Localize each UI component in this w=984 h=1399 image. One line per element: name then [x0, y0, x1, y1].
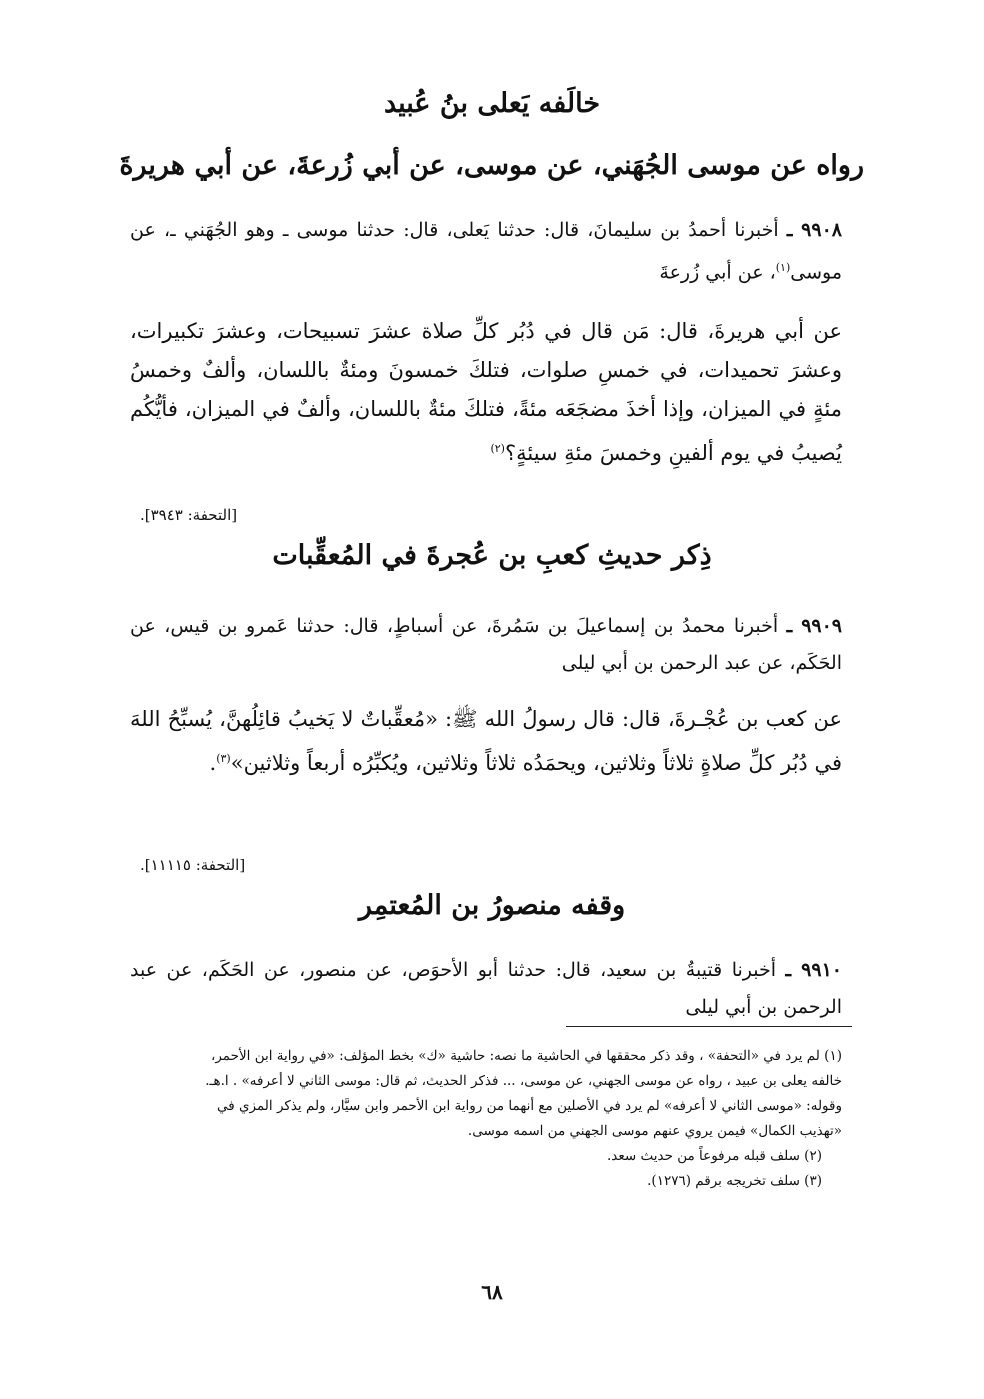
footnote-mark: (١): [775, 261, 791, 274]
section-heading-4: وقفه منصورُ بن المُعتمِر: [358, 890, 626, 921]
isnad-text-end: ، عن أبي زُرعةَ: [659, 261, 776, 284]
isnad-text: أخبرنا قتيبةُ بن سعيد، قال: حدثنا أبو الأحوَص، عن منصور، عن الحَكَم، عن عبد الرحمن بن أبي ليلى: [130, 959, 842, 1018]
tuhfa-reference: [التحفة: ٣٩٤٣].: [140, 506, 238, 524]
footnote-3: (٣) سلف تخريجه برقم (١٢٧٦).: [647, 1173, 822, 1189]
isnad-text: أخبرنا أحمدُ بن سليمانَ، قال: حدثنا يَعلى، قال: حدثنا موسى ـ وهو الجُهَني ـ، عن موسى: [130, 219, 842, 284]
matn-text: عن أبي هريرةَ، قال: مَن قال في دُبُر كلِّ صلاة عشرَ تسبيحات، وعشرَ تكبيرات، وعشرَ تحميدات، في خمسِ صلوات، فتلكَ خمسونَ ومئةٌ باللسان، وألفٌ وخمسُ مئةٍ في الميزان، وإذا أخذَ مضجَعَه مئةً، فتلكَ مئةٌ باللسان، وألفٌ في الميزان، فأيُّكُم يُصيبُ في يوم ألفينِ وخمسَ مئةِ سيئةٍ؟: [130, 319, 842, 465]
hadith-9908-matn: [130, 312, 842, 473]
footnotes: [126, 1044, 842, 1194]
footnote-1-line-2: خالفه يعلى بن عبيد ، رواه عن موسى الجهني، عن موسى، ... فذكر الحديث، ثم قال: موسى الثاني لا أعرفه» . ا.هـ.: [205, 1073, 842, 1089]
hadith-9909-matn: عن كعب بن عُجْـرةَ، قال: قال رسولُ الله ﷺ: «مُعقِّباتٌ لا يَخيبُ قائِلُهنَّ، يُسبِّحُ اللهَ في دُبُر كلِّ صلاةٍ ثلاثاً وثلاثين، ويحمَدُه ثلاثاً وثلاثين، ويُكبِّرُه أربعاً وثلاثين»$^{(٣)}$.: [130, 707, 842, 775]
matn-text: عن كعب بن عُجْـرةَ، قال: قال رسولُ الله ﷺ: «مُعقِّباتٌ لا يَخيبُ قائِلُهنَّ، يُسبِّحُ اللهَ في دُبُر كلِّ صلاةٍ ثلاثاً وثلاثين، ويحمَدُه ثلاثاً وثلاثين، ويُكبِّرُه أربعاً وثلاثين»: [130, 707, 842, 775]
footnote-mark: (٣): [216, 752, 231, 765]
section-heading-1: خالَفه يَعلى بنُ عُبيد: [383, 88, 601, 119]
page-number: ٦٨: [481, 1280, 503, 1304]
footnote-mark: (٢): [490, 442, 505, 455]
hadith-number: ٩٩٠٨ ـ: [786, 219, 842, 241]
hadith-number: ٩٩١٠ ـ: [785, 959, 842, 981]
hadith-9909-isnad: [130, 608, 842, 682]
footnote-1-line-3: وقوله: «موسى الثاني لا أعرفه» لم يرد في الأصلين مع أنهما من رواية ابن الأحمر وابن سيَّار، ولم يذكر المزي في: [216, 1098, 842, 1114]
hadith-9910-isnad: [130, 952, 842, 1026]
section-heading-2: رواه عن موسى الجُهَني، عن موسى، عن أبي زُرعةَ، عن أبي هريرةَ: [119, 150, 864, 181]
footnote-separator: [566, 1026, 852, 1027]
footnote-2: (٢) سلف قبله مرفوعاً من حديث سعد.: [607, 1148, 822, 1164]
hadith-9908-isnad: [130, 212, 842, 291]
footnote-1-line-1: (١) لم يرد في «التحفة» ، وقد ذكر محققها في الحاشية ما نصه: حاشية «ك» بخط المؤلف: «في رواية ابن الأحمر،: [211, 1048, 842, 1064]
hadith-number: ٩٩٠٩ ـ: [786, 615, 843, 637]
footnote-1-line-4: «تهذيب الكمال» فيمن يروي عنهم موسى الجهني من اسمه موسى.: [467, 1123, 842, 1139]
section-heading-3: ذِكر حديثِ كعبِ بن عُجرةَ في المُعقِّبات: [272, 540, 712, 571]
tuhfa-reference: [التحفة: ١١١١٥].: [140, 856, 246, 874]
isnad-text: أخبرنا محمدُ بن إسماعيلَ بن سَمُرةَ، عن أسباطٍ، قال: حدثنا عَمرو بن قيس، عن الحَكَم، عن عبد الرحمن بن أبي ليلى: [130, 615, 842, 674]
